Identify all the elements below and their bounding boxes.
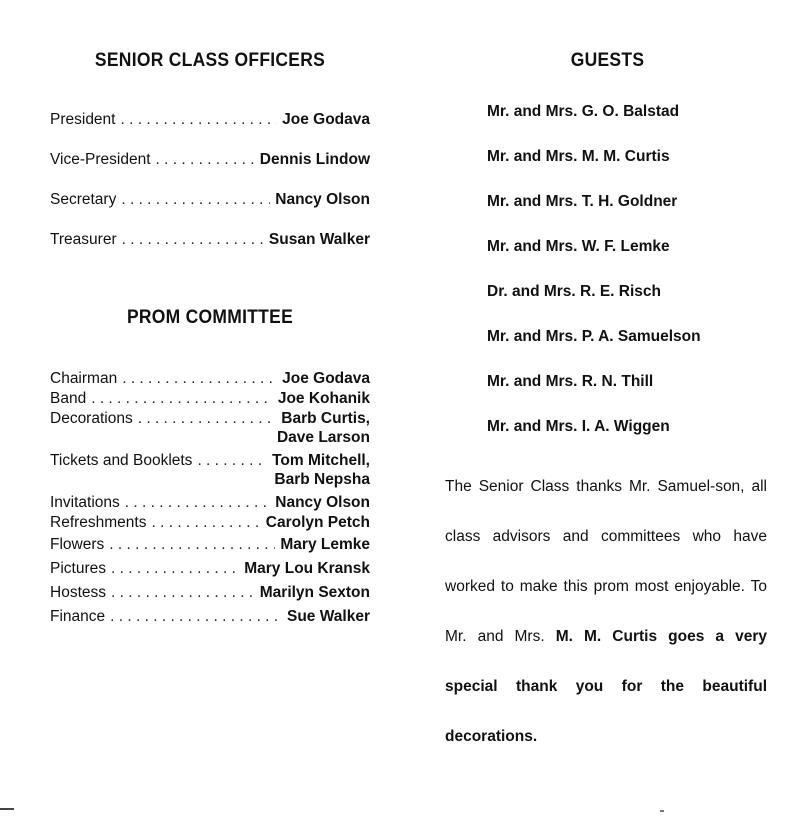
- officer-name: Susan Walker: [268, 231, 370, 248]
- leader-dots: [91, 389, 273, 408]
- officer-role: President: [50, 111, 116, 128]
- guest-item: Mr. and Mrs. M. M. Curtis: [487, 148, 670, 165]
- officer-role: Secretary: [50, 191, 117, 208]
- committee-name: Joe Kohanik: [277, 390, 370, 407]
- committee-role: Finance: [50, 608, 106, 625]
- officer-name: Joe Godava: [282, 111, 370, 128]
- committee-role: Refreshments: [50, 514, 147, 531]
- leader-dots: [122, 369, 277, 388]
- officers-heading: SENIOR CLASS OFFICERS: [94, 50, 326, 71]
- committee-row-pictures: [50, 559, 370, 578]
- page-edge-mark: [660, 810, 664, 812]
- committee-names: [277, 409, 370, 447]
- committee-name: Mary Lou Kransk: [244, 560, 370, 577]
- officer-row-treasurer: [50, 230, 370, 249]
- thanks-paragraph: [445, 462, 767, 762]
- committee-role: Hostess: [50, 584, 106, 601]
- committee-name: Joe Godava: [282, 370, 370, 387]
- leader-dots: [156, 150, 255, 169]
- page-edge-mark: [0, 808, 14, 810]
- committee-row-decorations: [50, 409, 370, 447]
- committee-name: Mary Lemke: [280, 536, 370, 553]
- officer-row-vice-president: [50, 150, 370, 169]
- committee-name: Carolyn Petch: [265, 514, 370, 531]
- leader-dots: [110, 607, 282, 626]
- leader-dots: [121, 190, 270, 209]
- leader-dots: [109, 535, 275, 554]
- thanks-text-emphasis: M. M. Curtis goes a very special thank you for the beautiful decorations.: [445, 628, 767, 745]
- committee-name: Dave Larson: [276, 429, 370, 446]
- committee-role: Pictures: [50, 560, 106, 577]
- committee-role: Tickets and Booklets: [50, 452, 193, 469]
- leader-dots: [197, 451, 267, 470]
- committee-row-hostess: [50, 583, 370, 602]
- committee-row-refreshments: [50, 513, 370, 532]
- guests-heading: GUESTS: [570, 50, 645, 71]
- officer-row-president: [50, 110, 370, 129]
- committee-row-finance: [50, 607, 370, 626]
- committee-role: Decorations: [50, 410, 133, 427]
- committee-names: [272, 451, 370, 489]
- guest-item: Mr. and Mrs. R. N. Thill: [487, 373, 654, 390]
- leader-dots: [151, 513, 260, 532]
- leader-dots: [125, 493, 270, 512]
- committee-role: Invitations: [50, 494, 120, 511]
- leader-dots: [138, 409, 272, 428]
- thanks-text: The Senior Class thanks Mr. Samuel-son, all class advisors and committees who have worked to make this prom most enjoyable. To Mr. and Mrs.: [445, 478, 767, 645]
- committee-role: Flowers: [50, 536, 105, 553]
- committee-role: Chairman: [50, 370, 118, 387]
- committee-role: Band: [50, 390, 87, 407]
- committee-row-band: [50, 389, 370, 408]
- committee-list: [50, 369, 370, 626]
- committee-row-chairman: [50, 369, 370, 388]
- officers-list: [50, 110, 370, 249]
- officer-name: Nancy Olson: [275, 191, 370, 208]
- right-column: [445, 40, 770, 762]
- committee-row-invitations: [50, 493, 370, 512]
- officer-row-secretary: [50, 190, 370, 209]
- guest-item: Mr. and Mrs. W. F. Lemke: [487, 238, 670, 255]
- guest-item: Mr. and Mrs. T. H. Goldner: [487, 193, 678, 210]
- leader-dots: [120, 110, 277, 129]
- left-column: [50, 40, 370, 627]
- committee-row-flowers: [50, 535, 370, 554]
- committee-name: Marilyn Sexton: [259, 584, 370, 601]
- leader-dots: [111, 583, 255, 602]
- officer-name: Dennis Lindow: [259, 151, 370, 168]
- committee-name: Barb Nepsha: [274, 471, 370, 488]
- guest-item: Mr. and Mrs. I. A. Wiggen: [487, 418, 670, 435]
- committee-row-tickets: [50, 451, 370, 489]
- leader-dots: [111, 559, 239, 578]
- committee-name: Tom Mitchell,: [272, 452, 370, 469]
- guest-item: Mr. and Mrs. P. A. Samuelson: [487, 328, 701, 345]
- committee-name: Barb Curtis,: [281, 410, 370, 427]
- officer-role: Vice-President: [50, 151, 151, 168]
- guest-list: [445, 102, 770, 436]
- prom-committee-heading: PROM COMMITTEE: [126, 307, 294, 328]
- officer-role: Treasurer: [50, 231, 117, 248]
- guest-item: Dr. and Mrs. R. E. Risch: [487, 283, 661, 300]
- guest-item: Mr. and Mrs. G. O. Balstad: [487, 103, 680, 120]
- leader-dots: [122, 230, 264, 249]
- committee-name: Nancy Olson: [275, 494, 370, 511]
- committee-name: Sue Walker: [287, 608, 370, 625]
